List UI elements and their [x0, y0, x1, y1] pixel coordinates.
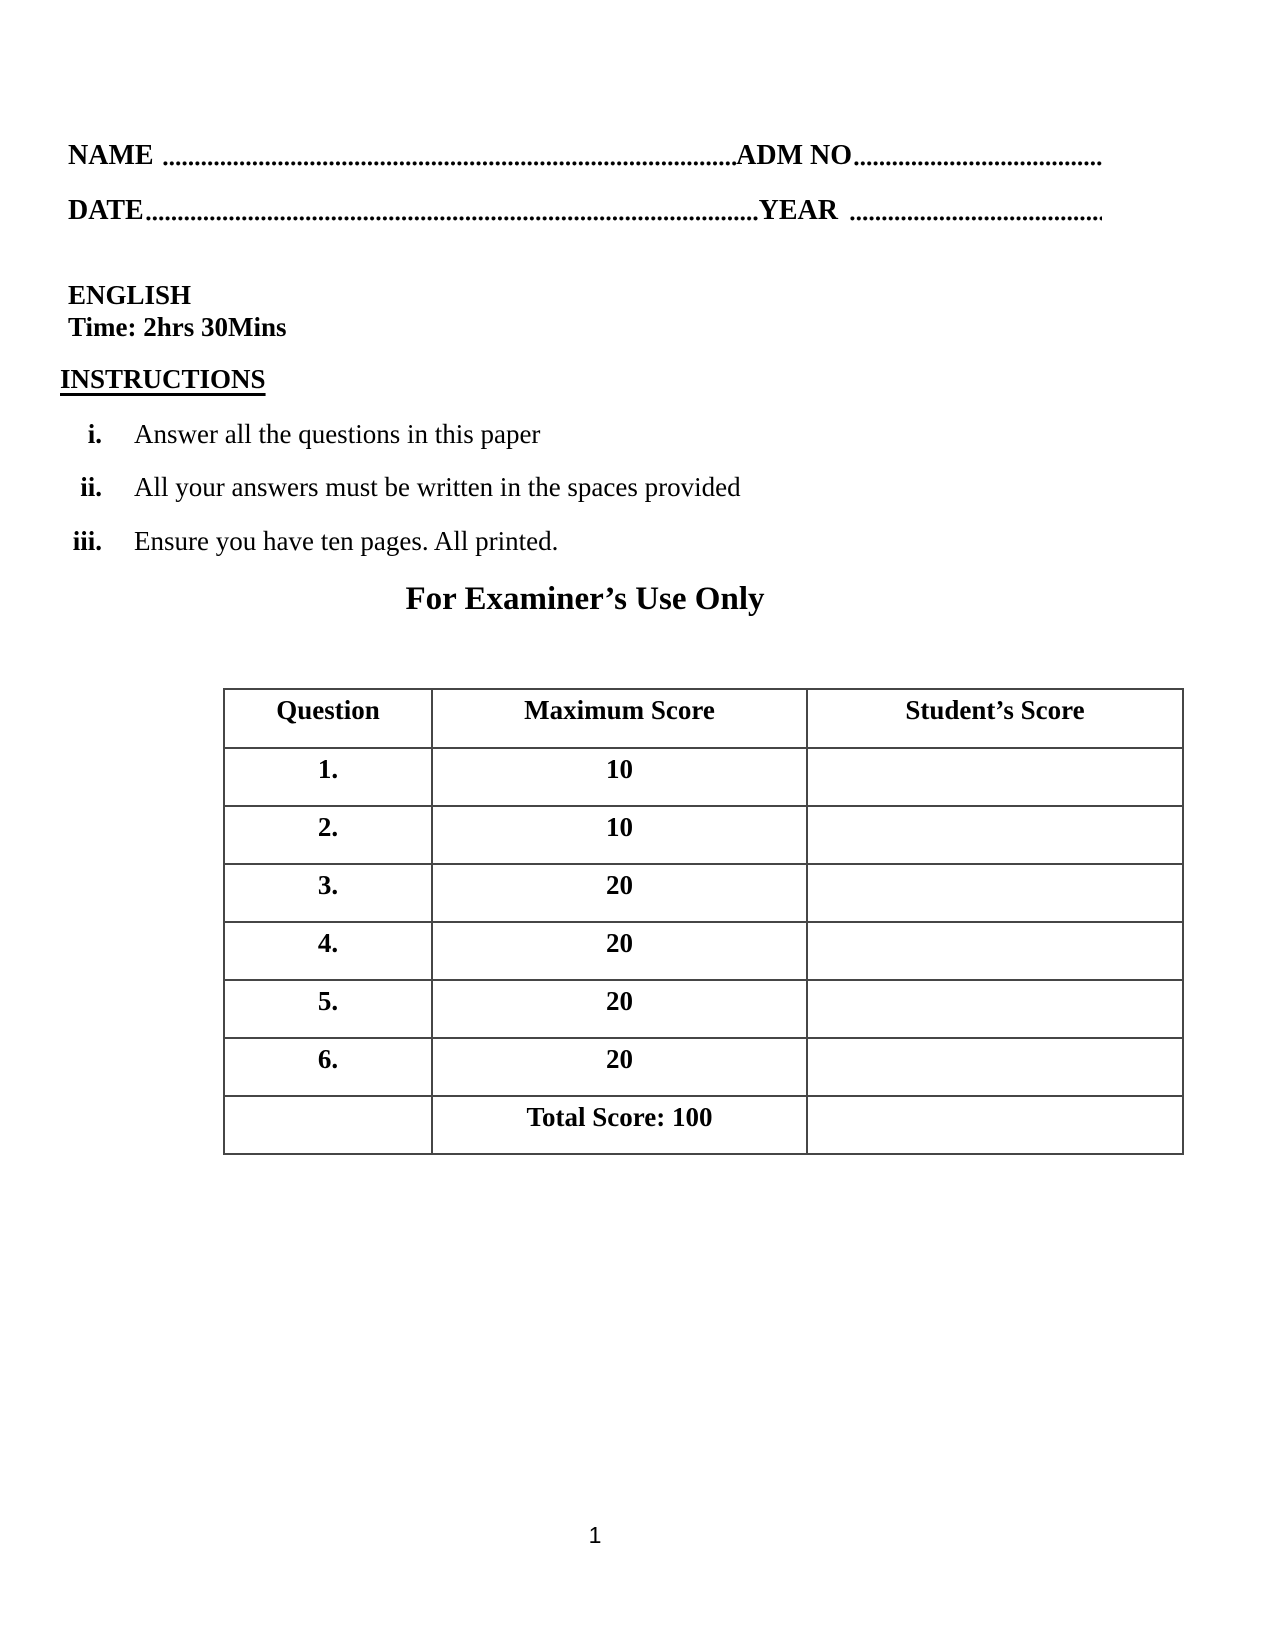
- table-total-row: [224, 1096, 1183, 1154]
- name-label: NAME: [68, 140, 154, 171]
- subject-title: ENGLISH: [68, 280, 192, 310]
- instruction-text: Ensure you have ten pages. All printed.: [134, 526, 559, 556]
- table-row: [224, 1038, 1183, 1096]
- table-row: [224, 748, 1183, 806]
- name-fill-leader: [163, 160, 737, 167]
- table-row: [224, 864, 1183, 922]
- table-row: [224, 806, 1183, 864]
- question-number-cell: 3.: [224, 864, 432, 922]
- instruction-item: [60, 471, 741, 503]
- max-score-cell: 20: [432, 864, 807, 922]
- instruction-number: iii.: [72, 526, 102, 556]
- instruction-text: All your answers must be written in the spaces provided: [134, 472, 741, 502]
- date-label: DATE: [68, 195, 144, 226]
- max-score-cell: 20: [432, 1038, 807, 1096]
- instruction-item: [60, 525, 558, 557]
- total-student-score-cell: [807, 1096, 1183, 1154]
- total-row-empty-cell: [224, 1096, 432, 1154]
- instruction-number: ii.: [80, 472, 102, 502]
- student-score-cell: [807, 980, 1183, 1038]
- instruction-item: [60, 418, 540, 450]
- year-label: YEAR: [758, 195, 838, 226]
- question-number-cell: 1.: [224, 748, 432, 806]
- student-score-cell: [807, 1038, 1183, 1096]
- instruction-text: Answer all the questions in this paper: [134, 419, 541, 449]
- max-score-cell: 20: [432, 980, 807, 1038]
- adm-no-fill-leader: [854, 160, 1102, 167]
- table-header-row: [224, 689, 1183, 748]
- instructions-heading: INSTRUCTIONS: [60, 364, 266, 394]
- examiner-use-heading: For Examiner’s Use Only: [405, 581, 765, 617]
- question-number-cell: 2.: [224, 806, 432, 864]
- max-score-cell: 20: [432, 922, 807, 980]
- column-header-students-score: Student’s Score: [807, 689, 1183, 748]
- examiner-score-table: [223, 688, 1184, 1155]
- page-number: 1: [588, 1522, 602, 1548]
- time-allowed: Time: 2hrs 30Mins: [68, 312, 287, 342]
- name-adm-line: [68, 141, 1102, 172]
- total-score-label-cell: Total Score: 100: [432, 1096, 807, 1154]
- table-row: [224, 922, 1183, 980]
- question-number-cell: 5.: [224, 980, 432, 1038]
- date-fill-leader: [146, 215, 759, 222]
- student-score-cell: [807, 748, 1183, 806]
- column-header-maximum-score: Maximum Score: [432, 689, 807, 748]
- date-year-line: [68, 196, 1102, 227]
- adm-no-label: ADM NO: [736, 140, 852, 171]
- student-score-cell: [807, 922, 1183, 980]
- max-score-cell: 10: [432, 748, 807, 806]
- max-score-cell: 10: [432, 806, 807, 864]
- question-number-cell: 4.: [224, 922, 432, 980]
- column-header-question: Question: [224, 689, 432, 748]
- table-row: [224, 980, 1183, 1038]
- year-fill-leader: [850, 215, 1102, 222]
- student-score-cell: [807, 864, 1183, 922]
- instruction-number: i.: [87, 419, 102, 449]
- question-number-cell: 6.: [224, 1038, 432, 1096]
- student-score-cell: [807, 806, 1183, 864]
